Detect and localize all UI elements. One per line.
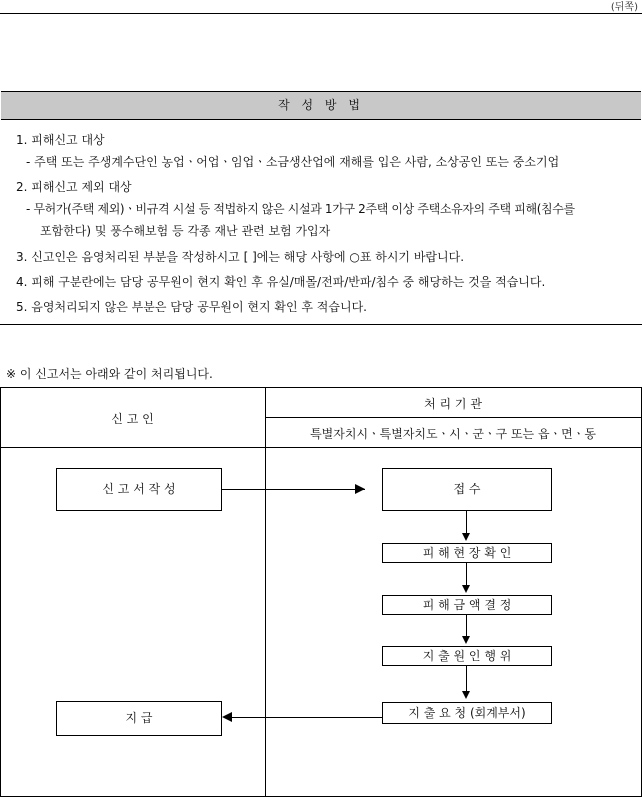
flow-line-request-to-payment <box>232 717 382 718</box>
step-amount-decision: 피 해 금 액 결 정 <box>382 595 552 615</box>
step-payment: 지 급 <box>56 701 222 736</box>
top-rule <box>0 13 642 14</box>
flow-line-cause-to-request <box>466 665 467 692</box>
arrow-down-icon <box>462 533 470 541</box>
col-agency-header: 처 리 기 관 <box>424 397 482 411</box>
method-bottom-rule <box>0 324 642 325</box>
method-item-2: 2. 피해신고 제외 대상 <box>16 180 132 194</box>
step-expenditure-cause: 지 출 원 인 행 위 <box>382 646 552 666</box>
step-expenditure-request: 지 출 요 청 (회계부서) <box>382 702 552 724</box>
method-item-2-detail-cont: 포함한다) 및 풍수해보험 등 각종 재난 관련 보험 가입자 <box>40 224 331 238</box>
arrow-down-icon <box>462 585 470 593</box>
agency-header-divider <box>265 417 641 418</box>
arrow-left-icon <box>222 712 232 722</box>
arrow-right-icon <box>355 484 365 494</box>
method-item-4: 4. 피해 구분란에는 담당 공무원이 현지 확인 후 유실/매몰/전파/반파/침수 중 해당하는 것을 적습니다. <box>16 275 546 289</box>
arrow-down-icon <box>462 691 470 699</box>
method-section-title: 작 성 방 법 <box>1 91 641 120</box>
method-item-5: 5. 음영처리되지 않은 부분은 담당 공무원이 현지 확인 후 적습니다. <box>16 300 367 314</box>
method-item-1-detail: - 주택 또는 주생계수단인 농업ㆍ어업ㆍ임업ㆍ소금생산업에 재해를 입은 사람, 소상공인 또는 중소기업 <box>26 155 560 169</box>
method-item-1: 1. 피해신고 대상 <box>16 133 105 147</box>
flow-line-amount-to-cause <box>466 614 467 637</box>
step-write-form: 신 고 서 작 성 <box>56 468 222 511</box>
flow-line-site-to-amount <box>466 562 467 586</box>
process-column-divider <box>265 387 266 796</box>
col-agency-subheader: 특별자치시ㆍ특별자치도ㆍ시ㆍ군ㆍ구 또는 읍ㆍ면ㆍ동 <box>310 427 596 441</box>
method-item-3: 3. 신고인은 음영처리된 부분을 작성하시고 [ ]에는 해당 사항에 ○표 하시기 바랍니다. <box>16 250 465 264</box>
flow-line-receive-to-site <box>466 510 467 534</box>
arrow-down-icon <box>462 636 470 644</box>
step-receive: 접 수 <box>382 468 552 511</box>
process-header-rule <box>0 447 641 448</box>
page-side-label: (뒤쪽) <box>610 2 638 13</box>
step-site-check: 피 해 현 장 확 인 <box>382 543 552 563</box>
process-note: ※ 이 신고서는 아래와 같이 처리됩니다. <box>6 367 213 381</box>
col-applicant-header: 신 고 인 <box>111 412 154 426</box>
flow-line-write-to-receive <box>221 489 365 490</box>
method-item-2-detail: - 무허가(주택 제외)ㆍ비규격 시설 등 적법하지 않은 시설과 1가구 2주택 이상 주택소유자의 주택 피해(침수를 <box>26 202 575 216</box>
